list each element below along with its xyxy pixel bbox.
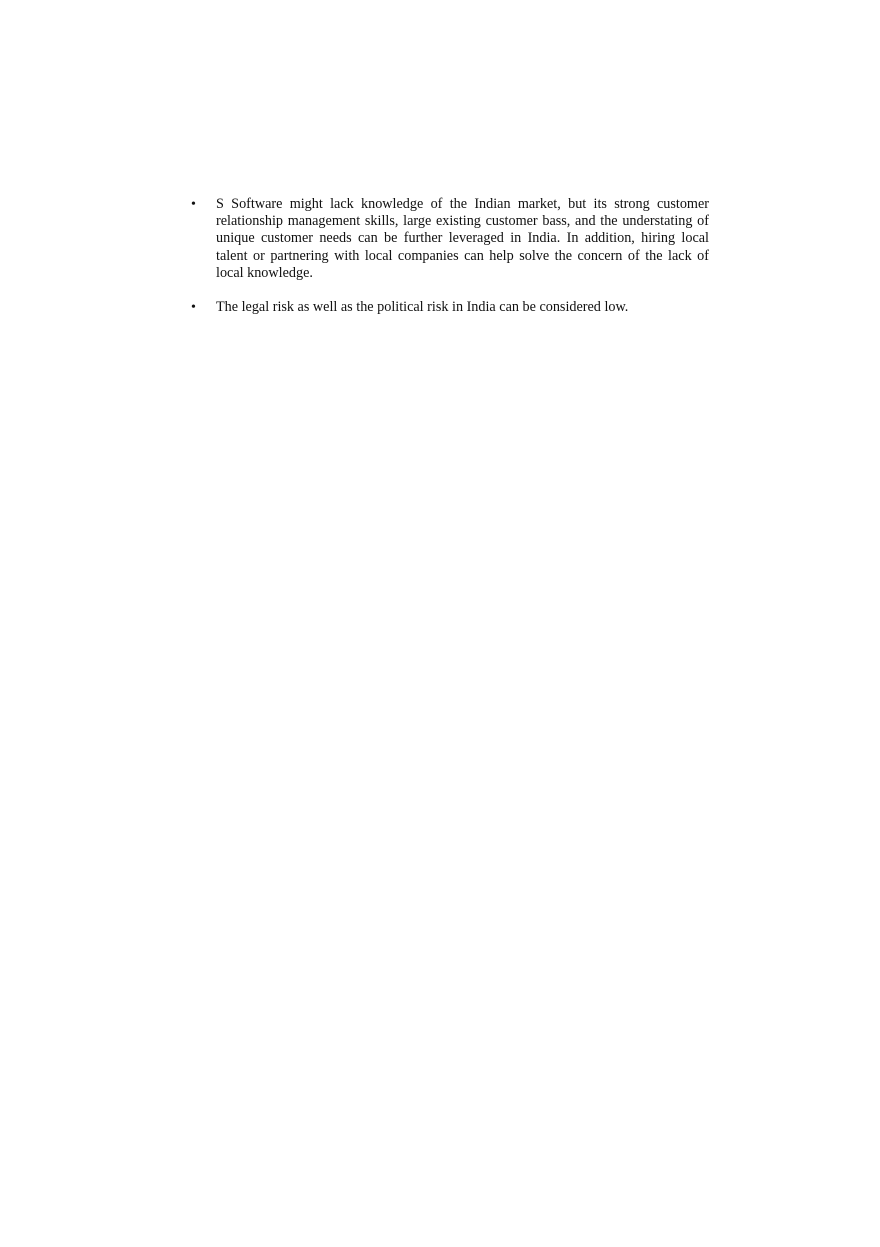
bullet-list [191,196,709,333]
bullet-text-legal-risk: The legal risk as well as the political risk in India can be considered low. [216,299,629,316]
bullet-icon: • [191,300,196,316]
bullet-text-market-knowledge: S Software might lack knowledge of the Indian market, but its strong customer relationship management skills, large existing customer bass, and the understating of unique customer needs can be further leveraged in India. In addition, hiring local talent or partnering with local companies can help solve the concern of the lack of local knowledge. [216,196,709,281]
list-item [191,299,709,316]
bullet-icon: • [191,197,196,212]
list-item [191,196,709,282]
